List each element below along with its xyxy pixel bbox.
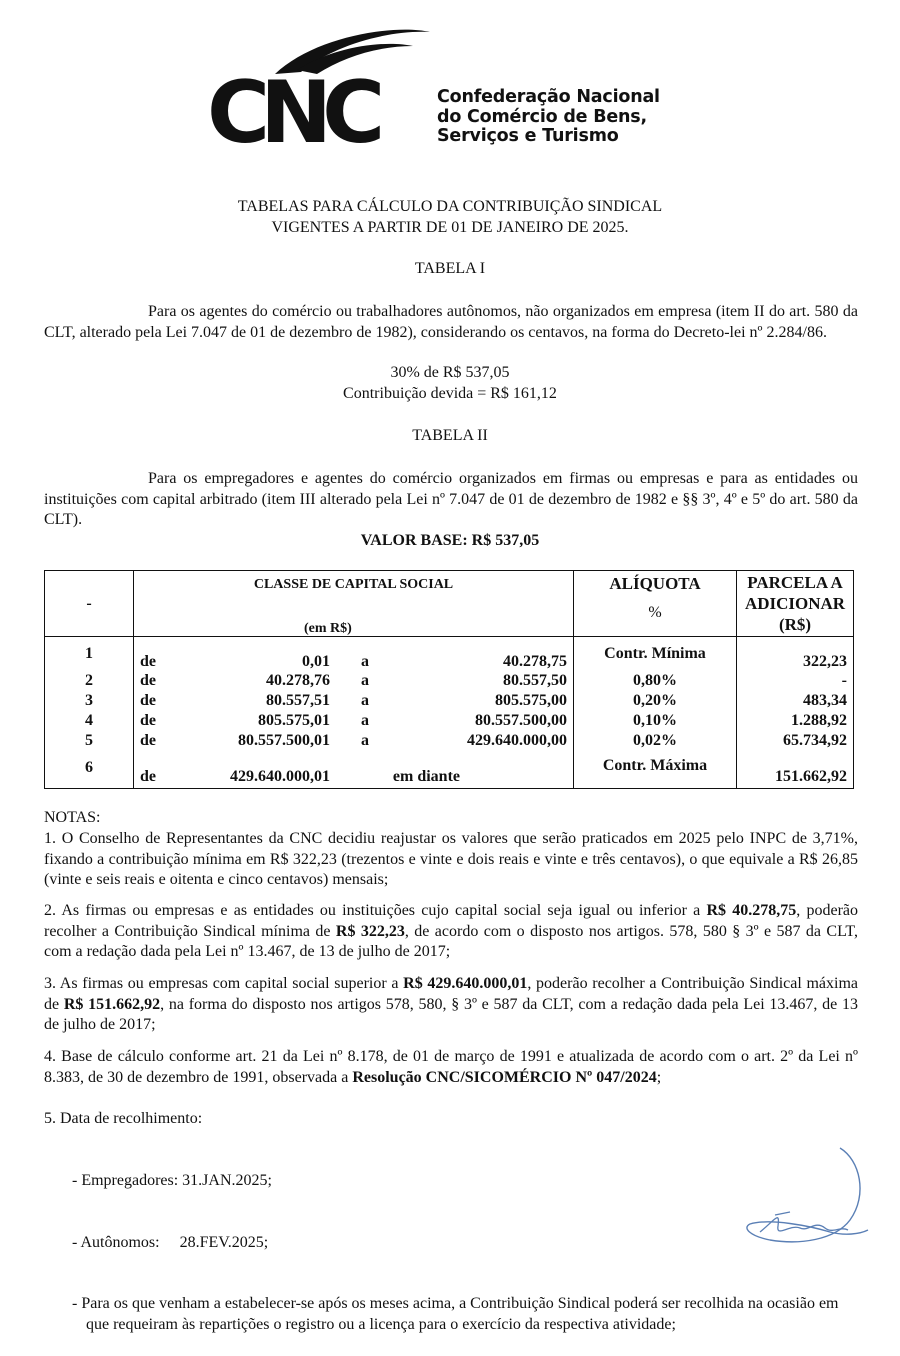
notes-heading: NOTAS: bbox=[44, 809, 101, 826]
tabela-1-heading: TABELA I bbox=[414, 260, 486, 277]
row-range bbox=[134, 671, 574, 691]
row-parcela: 65.734,92 bbox=[737, 731, 854, 751]
contribution-table bbox=[44, 570, 854, 789]
table-row bbox=[45, 691, 854, 711]
table-header-row bbox=[45, 571, 854, 637]
row-aliquota: 0,10% bbox=[574, 711, 737, 731]
cnc-logo-mark bbox=[205, 26, 433, 151]
cnc-logo-letters: CNC bbox=[207, 63, 376, 151]
header-parcela bbox=[737, 571, 854, 637]
row-from: 0,01 bbox=[302, 652, 330, 670]
note-2: 2. As firmas ou empresas e as entidades ou instituições cujo capital social seja igual ou inferior a R$ 40.278,75, poderão recolher a Contribuição Sindical mínima de R$ 322,23, de acordo com o disposto nos artigos. 578, 580 § 3º e 587 da CLT, com a redação dada pela Lei nº 13.467, de 13 de julho de 2017; bbox=[44, 902, 859, 960]
handwritten-signature bbox=[740, 1140, 870, 1250]
row-number: 1 bbox=[45, 637, 134, 671]
row-number: 3 bbox=[45, 691, 134, 711]
row-from: 80.557,51 bbox=[266, 691, 330, 709]
row-range bbox=[134, 711, 574, 731]
row-to: 80.557,50 bbox=[503, 671, 567, 689]
row-a: a bbox=[361, 691, 369, 709]
row-number: 5 bbox=[45, 731, 134, 751]
row-parcela: - bbox=[737, 671, 854, 691]
row-parcela: 483,34 bbox=[737, 691, 854, 711]
row-number: 2 bbox=[45, 671, 134, 691]
table-row bbox=[45, 751, 854, 789]
header-parcela-line: PARCELA A bbox=[747, 573, 843, 592]
document-title-line-1: TABELAS PARA CÁLCULO DA CONTRIBUIÇÃO SINDICAL bbox=[237, 198, 663, 215]
row-aliquota: Contr. Máxima bbox=[574, 751, 737, 789]
note-4: 4. Base de cálculo conforme art. 21 da Lei nº 8.178, de 01 de março de 1991 e atualizada de acordo com o art. 2º da Lei nº 8.383, de 30 de dezembro de 1991, observada a Resolução CNC/SICOMÉRCIO Nº 047/2024; bbox=[44, 1048, 858, 1086]
row-a: a bbox=[361, 711, 369, 729]
note-1: 1. O Conselho de Representantes da CNC decidiu reajustar os valores que serão praticados em 2025 pelo INPC de 3,71%, fixando a contribuição mínima em R$ 322,23 (trezentos e vinte e dois reais e vinte e três centavos), o que equivale a R$ 26,85 (vinte e seis reais e oitenta e cinco centavos) mensais; bbox=[44, 830, 858, 888]
table-row bbox=[45, 731, 854, 751]
header-classe-label: CLASSE DE CAPITAL SOCIAL bbox=[253, 577, 454, 592]
tabela-2-paragraph: Para os empregadores e agentes do comércio organizados em firmas ou empresas e para as entidades ou instituições com capital arbitrado (item III alterado pela Lei nº 7.047 de 01 de dezembro de 1982 e §§ 3º, 4º e 5º do art. 580 da CLT). bbox=[44, 470, 858, 528]
header-parcela-line: ADICIONAR bbox=[744, 594, 846, 613]
row-de: de bbox=[140, 671, 156, 689]
row-a: a bbox=[361, 731, 369, 749]
header-aliquota-label: ALÍQUOTA bbox=[609, 574, 701, 593]
row-range bbox=[134, 637, 574, 671]
cnc-logo bbox=[205, 26, 705, 151]
table-row bbox=[45, 671, 854, 691]
list-item: - Autônomos: 28.FEV.2025; bbox=[72, 1233, 269, 1251]
row-number: 4 bbox=[45, 711, 134, 731]
row-number: 6 bbox=[45, 751, 134, 789]
row-parcela: 151.662,92 bbox=[737, 751, 854, 789]
row-de: de bbox=[140, 691, 156, 709]
row-range bbox=[134, 691, 574, 711]
row-to: 429.640.000,00 bbox=[467, 731, 567, 749]
logo-name-line: Confederação Nacional bbox=[437, 87, 660, 107]
header-classe bbox=[134, 571, 574, 637]
tabela-1-result: Contribuição devida = R$ 161,12 bbox=[343, 385, 557, 402]
row-from: 805.575,01 bbox=[258, 711, 330, 729]
note-5: 5. Data de recolhimento: bbox=[44, 1110, 203, 1127]
note-3: 3. As firmas ou empresas com capital social superior a R$ 429.640.000,01, poderão recolher a Contribuição Sindical máxima de R$ 151.662,92, na forma do disposto nos artigos 578, 580, § 3º e 587 da CLT, com a redação dada pela Lei 13.467, de 13 de julho de 2017; bbox=[44, 975, 858, 1033]
header-aliquota bbox=[574, 571, 737, 637]
row-from: 40.278,76 bbox=[266, 671, 330, 689]
list-item: - Para os que venham a estabelecer-se após os meses acima, a Contribuição Sindical poderá ser recolhida na ocasião em que requeiram às repartições o registro ou a licença para o exercício da respectiva atividade; bbox=[72, 1295, 843, 1333]
row-a: a bbox=[361, 652, 369, 670]
logo-name-line: Serviços e Turismo bbox=[437, 126, 619, 146]
tabela-1-calc: 30% de R$ 537,05 bbox=[390, 364, 510, 381]
header-pct: % bbox=[648, 604, 662, 621]
logo-name-line: do Comércio de Bens, bbox=[437, 106, 647, 127]
row-de: de bbox=[140, 768, 156, 785]
row-de: de bbox=[140, 731, 156, 749]
row-aliquota: Contr. Mínima bbox=[574, 637, 737, 671]
row-em-diante: em diante bbox=[392, 768, 460, 785]
row-to: 805.575,00 bbox=[495, 691, 567, 709]
row-aliquota: 0,20% bbox=[574, 691, 737, 711]
row-parcela: 1.288,92 bbox=[737, 711, 854, 731]
row-to: 80.557.500,00 bbox=[475, 711, 567, 729]
row-de: de bbox=[140, 711, 156, 729]
row-aliquota: 0,02% bbox=[574, 731, 737, 751]
table-row bbox=[45, 637, 854, 671]
header-dash: - bbox=[45, 571, 134, 637]
row-to: 40.278,75 bbox=[503, 652, 567, 670]
row-parcela: 322,23 bbox=[737, 637, 854, 671]
table-row bbox=[45, 711, 854, 731]
row-a: a bbox=[361, 671, 369, 689]
valor-base: VALOR BASE: R$ 537,05 bbox=[360, 532, 540, 549]
tabela-1-paragraph: Para os agentes do comércio ou trabalhadores autônomos, não organizados em empresa (item II do art. 580 da CLT, alterado pela Lei 7.047 de 01 de dezembro de 1982), considerando os centavos, na forma do Decreto-lei nº 2.284/86. bbox=[44, 303, 858, 341]
row-de: de bbox=[140, 652, 156, 670]
row-from: 429.640.000,01 bbox=[230, 768, 330, 785]
header-em-rs: (em R$) bbox=[304, 621, 352, 636]
row-aliquota: 0,80% bbox=[574, 671, 737, 691]
document-title-line-2: VIGENTES A PARTIR DE 01 DE JANEIRO DE 2025. bbox=[271, 219, 629, 236]
header-parcela-line: (R$) bbox=[778, 615, 812, 634]
row-from: 80.557.500,01 bbox=[238, 731, 330, 749]
logo-organization-name bbox=[437, 88, 660, 147]
tabela-2-heading: TABELA II bbox=[412, 427, 488, 444]
list-item: - Empregadores: 31.JAN.2025; bbox=[72, 1172, 272, 1189]
row-range bbox=[134, 751, 574, 789]
row-range bbox=[134, 731, 574, 751]
